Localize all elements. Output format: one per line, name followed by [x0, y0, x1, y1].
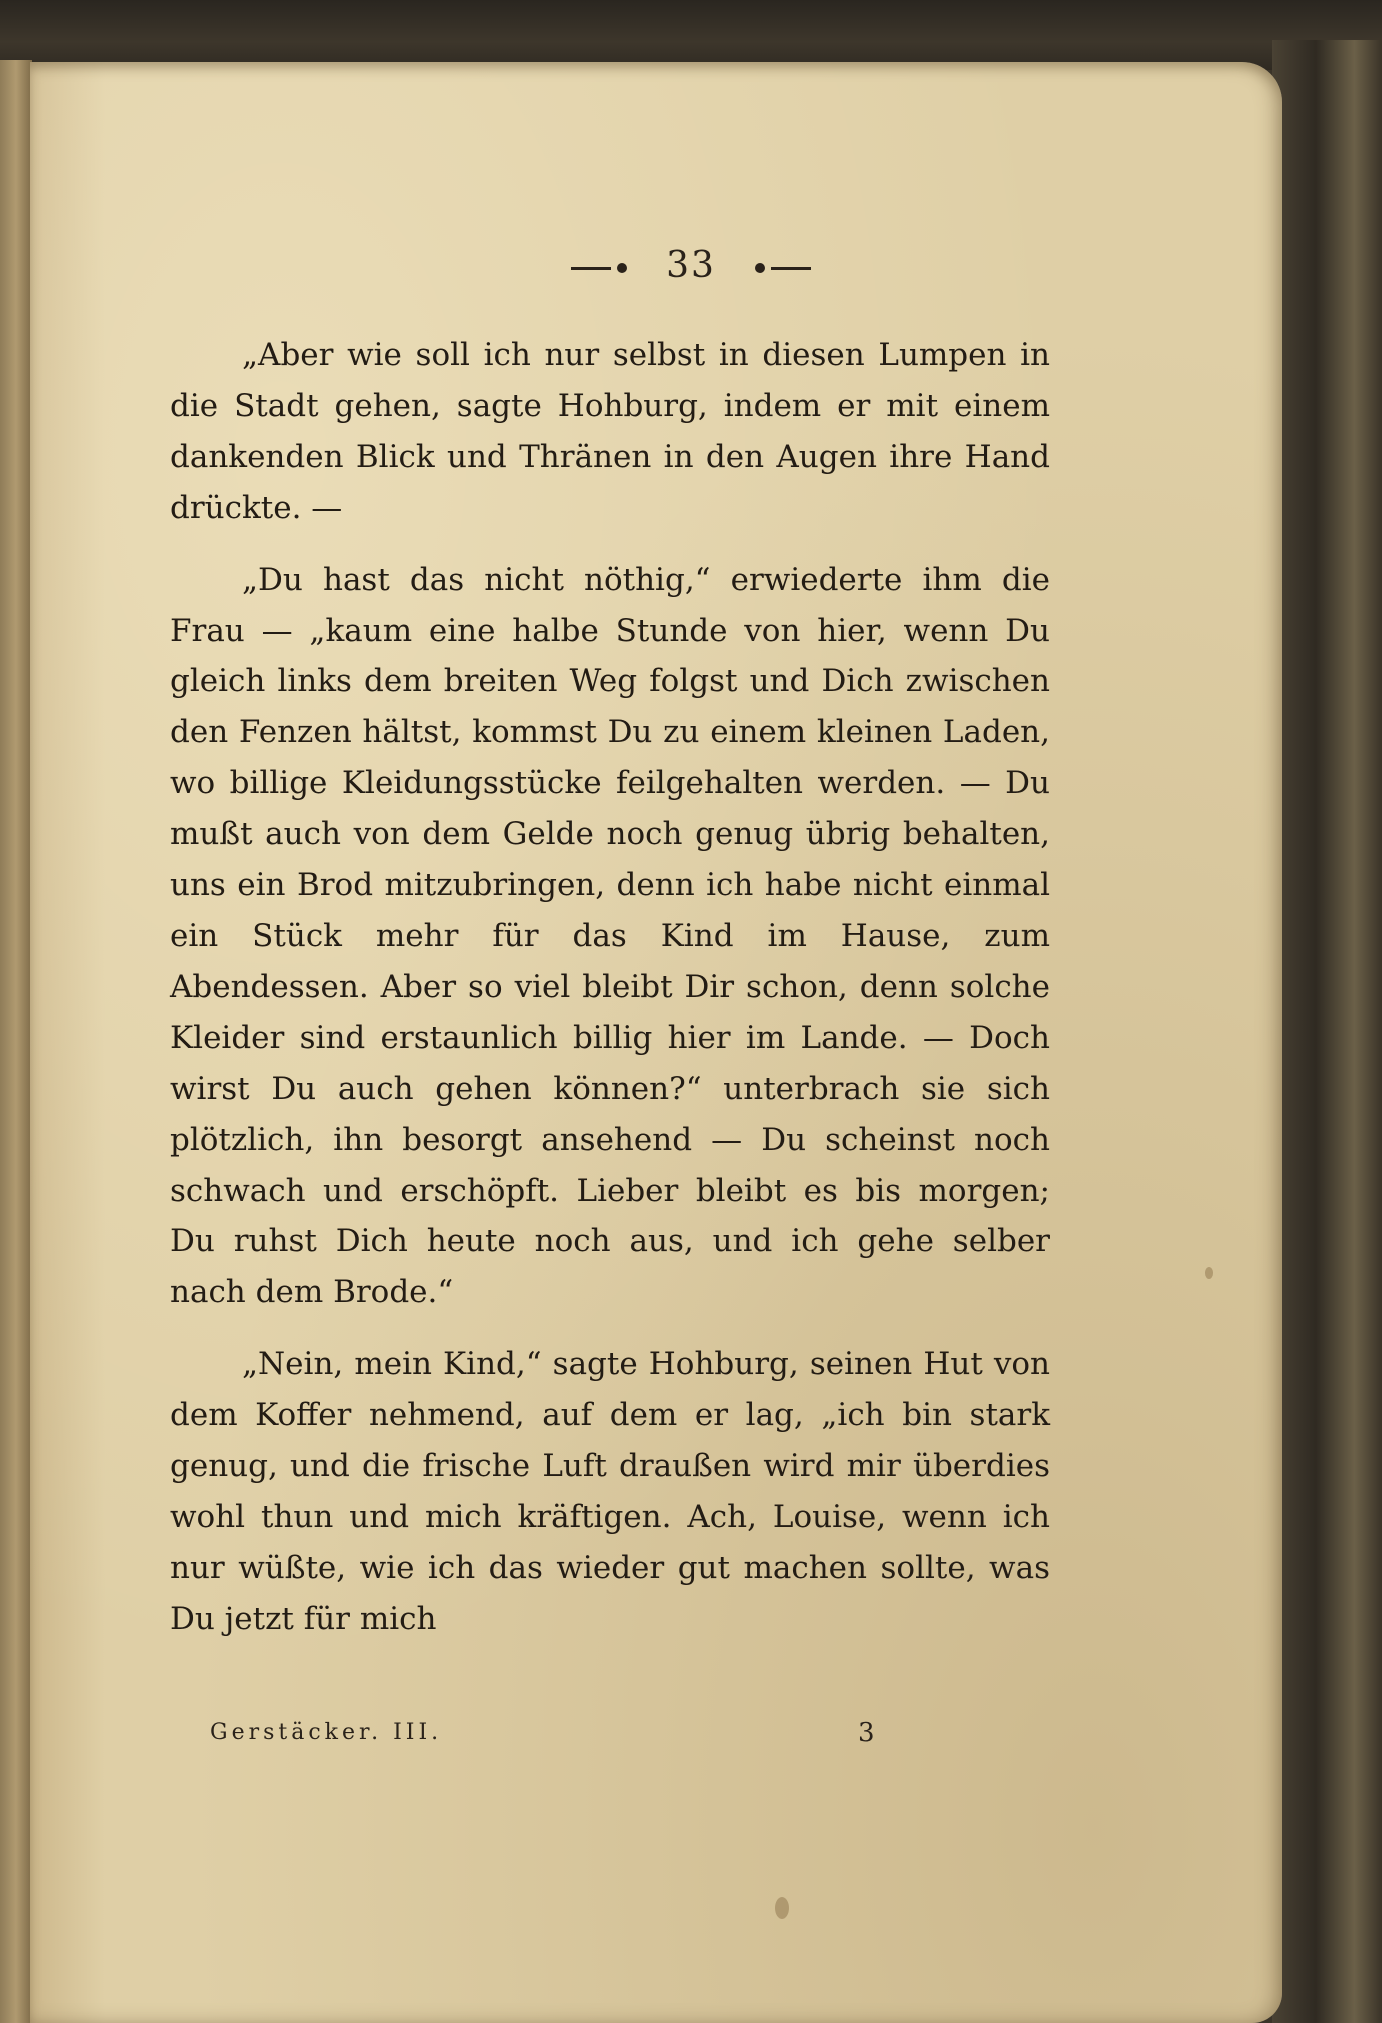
paragraph: „Du hast das nicht nöthig,“ erwiederte ihm die Frau — „kaum eine halbe Stunde von hier, wenn Du gleich links dem breiten Weg folgst und Dich zwischen den Fenzen hältst, kommst Du zu einem kleinen Laden, wo billige Kleidungsstücke feilgehalten werden. — Du mußt auch von dem Gelde noch genug übrig behalten, uns ein Brod mitzubringen, denn ich habe nicht einmal ein Stück mehr für das Kind im Hause, zum Abendessen. Aber so viel bleibt Dir schon, denn solche Kleider sind erstaunlich billig hier im Lande. — Doch wirst Du auch gehen können?“ unterbrach sie sich plötzlich, ihn besorgt ansehend — Du scheinst noch schwach und erschöpft. Lieber bleibt es bis morgen; Du ruhst Dich heute noch aus, und ich gehe selber nach dem Brode.“	[170, 561, 1050, 1311]
signature-line	[210, 1718, 910, 1748]
sheet-number: 3	[858, 1718, 875, 1748]
page-number: 33	[666, 245, 716, 286]
page-header	[0, 245, 1382, 286]
book-top-edge	[0, 0, 1382, 70]
book-spine-edge	[0, 60, 32, 2023]
ink-stain	[775, 1897, 789, 1919]
ink-stain	[1205, 1267, 1213, 1279]
header-right-dot	[755, 263, 765, 273]
body-text	[170, 330, 1050, 1666]
paragraph: „Nein, mein Kind,“ sagte Hohburg, seinen Hut von dem Koffer nehmend, auf dem er lag, „ich bin stark genug, und die frische Luft draußen wird mir überdies wohl thun und mich kräftigen. Ach, Louise, wenn ich nur wüßte, wie ich das wieder gut machen sollte, was Du jetzt für mich	[170, 1346, 1050, 1637]
header-left-dot	[617, 263, 627, 273]
header-right-dash	[771, 267, 811, 270]
signature-mark: Gerstäcker. III.	[210, 1720, 443, 1745]
header-left-dash	[571, 267, 611, 270]
paragraph: „Aber wie soll ich nur selbst in diesen Lumpen in die Stadt gehen, sagte Hohburg, indem er mit einem dankenden Blick und Thränen in den Augen ihre Hand drückte. —	[170, 337, 1050, 526]
book-fore-edge	[1272, 40, 1382, 2023]
